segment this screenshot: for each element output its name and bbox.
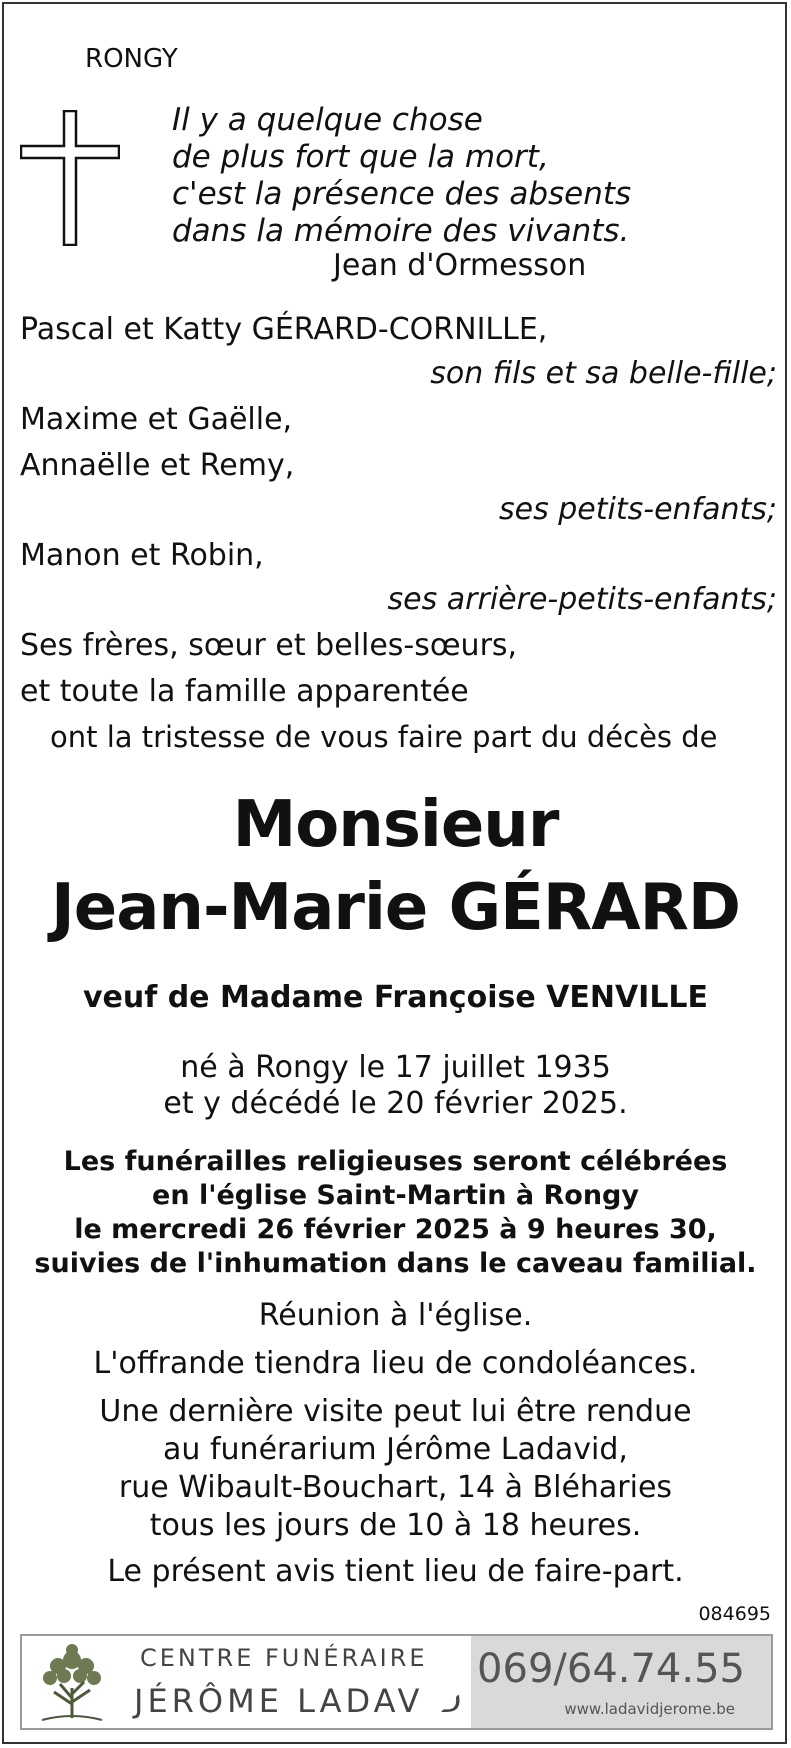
visit-line: Une dernière visite peut lui être rendue (99, 1394, 692, 1429)
death-line: et y décédé le 20 février 2025. (163, 1086, 628, 1121)
visit-line: rue Wibault-Bouchart, 14 à Bléharies (118, 1470, 673, 1505)
family-line: et toute la famille apparentée (20, 674, 469, 709)
offering-line: L'offrande tiendra lieu de condoléances. (93, 1346, 698, 1381)
contact-panel (471, 1636, 771, 1728)
family-line: Annaëlle et Remy, (20, 448, 295, 483)
quote-line: c'est la présence des absents (172, 176, 632, 212)
funeral-line: en l'église Saint-Martin à Rongy (152, 1180, 639, 1211)
spouse-line: veuf de Madame Françoise VENVILLE (82, 980, 709, 1015)
family-line: Pascal et Katty GÉRARD-CORNILLE, (20, 312, 548, 347)
birth-line: né à Rongy le 17 juillet 1935 (180, 1050, 611, 1085)
family-relation: ses petits-enfants; (499, 492, 777, 527)
deceased-title: Monsieur (232, 788, 559, 862)
phone-number: 069/64.74.55 (477, 1646, 745, 1692)
tree-icon (32, 1642, 112, 1724)
funeral-home-banner (20, 1634, 773, 1730)
family-relation: ses arrière-petits-enfants; (387, 582, 777, 617)
visit-line: tous les jours de 10 à 18 heures. (149, 1508, 642, 1543)
funeral-line: suivies de l'inhumation dans le caveau familial. (34, 1248, 757, 1279)
company-name-line1: CENTRE FUNÉRAIRE (140, 1644, 428, 1672)
quote-line: dans la mémoire des vivants. (172, 213, 630, 249)
quote-author: Jean d'Ormesson (333, 248, 587, 283)
family-relation: son fils et sa belle-fille; (430, 356, 777, 391)
visit-line: au funérarium Jérôme Ladavid, (163, 1432, 628, 1467)
family-line: Manon et Robin, (20, 538, 264, 573)
reference-number: 084695 (698, 1603, 771, 1625)
deceased-name: Jean-Marie GÉRARD (50, 871, 741, 945)
website-link[interactable]: www.ladavidjerome.be (564, 1700, 735, 1718)
funeral-details (0, 1145, 791, 1281)
company-name-line2: JÉRÔME LADAVID (134, 1682, 466, 1720)
birth-death (0, 1050, 791, 1122)
funeral-line: Les funérailles religieuses seront célébrées (63, 1146, 728, 1177)
quote-line: de plus fort que la mort, (172, 139, 549, 175)
cross-icon (20, 110, 120, 246)
family-line: Ses frères, sœur et belles-sœurs, (20, 628, 518, 663)
place-name: RONGY (85, 44, 178, 74)
banner-arrow (425, 1636, 471, 1728)
family-line: Maxime et Gaëlle, (20, 402, 293, 437)
quote-line: Il y a quelque chose (172, 102, 483, 138)
meeting-line: Réunion à l'église. (258, 1298, 533, 1333)
notice-line: Le présent avis tient lieu de faire-part. (107, 1554, 684, 1589)
quote (172, 102, 631, 250)
announcement: ont la tristesse de vous faire part du décès de (50, 720, 718, 754)
funeral-line: le mercredi 26 février 2025 à 9 heures 30, (74, 1214, 717, 1245)
